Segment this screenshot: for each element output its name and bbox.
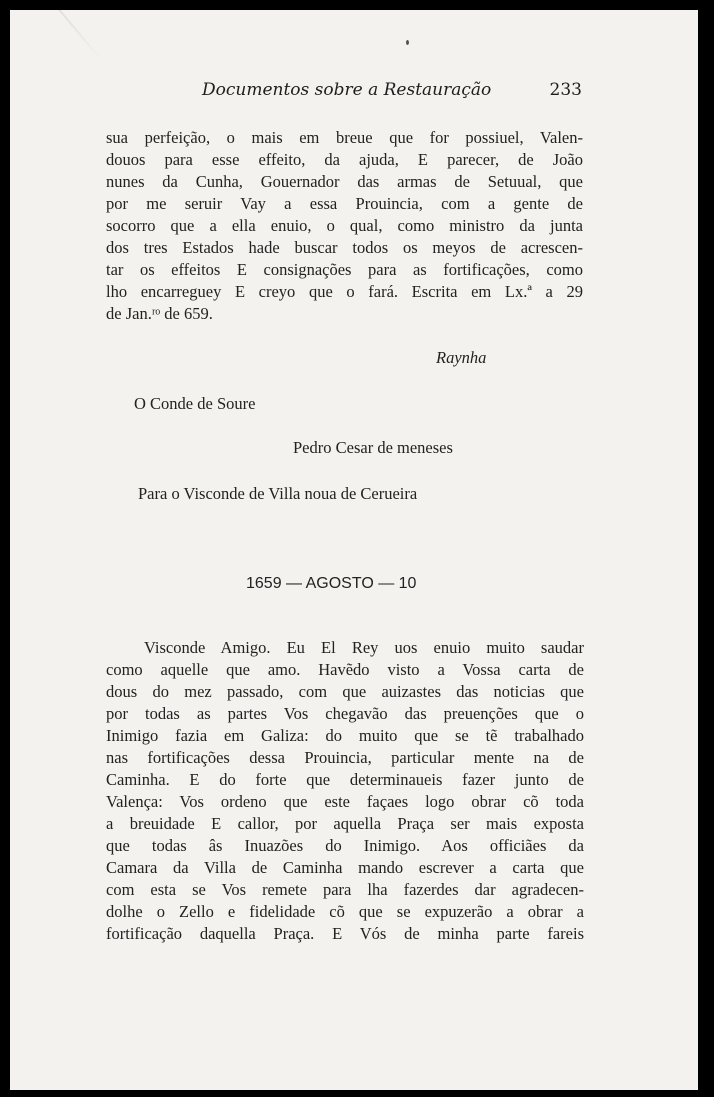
text-line: fortificação daquella Praça. E Vós de minha parte fareis <box>106 924 584 943</box>
page-number: 233 <box>549 80 582 100</box>
page-crease <box>50 10 103 62</box>
letter-2-dateline: 1659 — AGOSTO — 10 <box>246 575 417 592</box>
ink-speck <box>406 40 409 45</box>
letter-1-body <box>106 127 583 325</box>
text-line: que todas âs Inuazões do Inimigo. Aos officiães da <box>106 836 584 855</box>
book-page <box>10 10 698 1090</box>
text-line: como aquelle que amo. Havẽdo visto a Vossa carta de <box>106 660 584 679</box>
text-line: sua perfeição, o mais em breue que for possiuel, Valen- <box>106 128 583 147</box>
text-line: dos tres Estados hade buscar todos os meyos de acrescen- <box>106 238 583 257</box>
text-line: douos para esse effeito, da ajuda, E parecer, de João <box>106 150 583 169</box>
text-line: a breuidade E callor, por aquella Praça ser mais exposta <box>106 814 584 833</box>
text-line: de Jan.ʳᵒ de 659. <box>106 304 213 323</box>
text-line: Camara da Villa de Caminha mando escrever a carta que <box>106 858 584 877</box>
text-line: Inimigo fazia em Galiza: do muito que se tẽ trabalhado <box>106 726 584 745</box>
text-line: nas fortificações dessa Prouincia, particular mente na de <box>106 748 584 767</box>
running-head-title: Documentos sobre a Restauração <box>202 80 492 100</box>
addressee-line: Para o Visconde de Villa noua de Cerueira <box>138 484 418 503</box>
text-line: dolhe o Zello e fidelidade cõ que se expuzerão a obrar a <box>106 902 584 921</box>
text-line: dous do mez passado, com que auizastes das noticias que <box>106 682 584 701</box>
text-line: Valença: Vos ordeno que este façaes logo obrar cõ toda <box>106 792 584 811</box>
countersign-conde-de-soure: O Conde de Soure <box>134 394 256 413</box>
text-line: por me seruir Vay a essa Prouincia, com a gente de <box>106 194 583 213</box>
countersign-pedro-cesar: Pedro Cesar de meneses <box>293 438 453 457</box>
text-line: socorro que a ella enuio, o qual, como ministro da junta <box>106 216 583 235</box>
text-line: nunes da Cunha, Gouernador das armas de Setuual, que <box>106 172 583 191</box>
text-line: tar os effeitos E consignações para as fortificações, como <box>106 260 583 279</box>
running-head <box>202 80 582 100</box>
text-line: Caminha. E do forte que determinaueis fazer junto de <box>106 770 584 789</box>
text-line: Visconde Amigo. Eu El Rey uos enuio muito saudar <box>144 638 584 657</box>
text-line: lho encarreguey E creyo que o fará. Escrita em Lx.ª a 29 <box>106 282 583 301</box>
text-line: com esta se Vos remete para lha fazerdes dar agradecen- <box>106 880 584 899</box>
signature-raynha: Raynha <box>436 348 487 367</box>
letter-2-body <box>106 637 584 945</box>
text-line: por todas as partes Vos chegavão das preuenções que o <box>106 704 584 723</box>
